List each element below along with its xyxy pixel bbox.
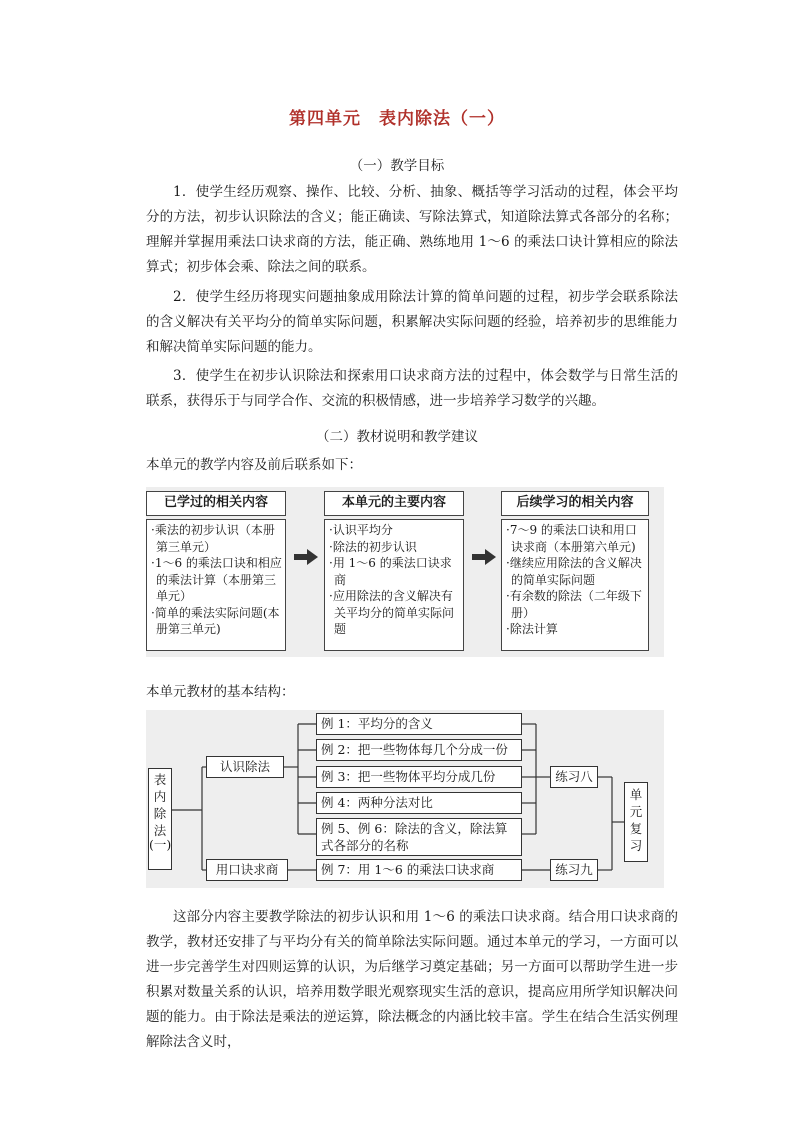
root-char: 一: [153, 837, 167, 852]
flow-item: ·除法的初步认识: [329, 539, 417, 554]
flow-item: ·7～9 的乘法口诀和用口诀求商（本册第六单元): [506, 523, 637, 554]
root-char: 除: [153, 806, 167, 821]
practice-8-box: 练习八: [550, 766, 598, 788]
flow-item: ·简单的乘法实际问题(本册第三单元): [151, 605, 280, 636]
right-arrow-icon: [294, 549, 318, 565]
root-box-table-division: [148, 768, 172, 870]
review-char: 复: [629, 821, 643, 836]
goal-paragraph-2: 2．使学生经历将现实问题抽象成用除法计算的简单问题的过程，初步学会联系除法的含义解决有关平均分的简单实际问题，积累解决实际问题的经验，培养初步的思维能力和解决简单实际问题的能力。: [146, 289, 678, 355]
example-3-box: 例 3：把一些物体平均分成几份: [316, 766, 522, 788]
example-2-box: 例 2：把一些物体每几个分成一份: [316, 739, 522, 761]
content-flow-diagram: [146, 487, 664, 657]
branch-multiplication-quotient: 用口诀求商: [206, 859, 288, 881]
example-1-box: 例 1：平均分的含义: [316, 713, 522, 735]
flow-header-prior: 已学过的相关内容: [146, 491, 286, 516]
structure-diagram: [146, 710, 664, 888]
root-char: 表: [153, 772, 167, 787]
closing-paragraph: 这部分内容主要教学除法的初步认识和用 1～6 的乘法口诀求商。结合用口诀求商的教学，教材还安排了与平均分有关的简单除法实际问题。通过本单元的学习，一方面可以进一步完善学生对四则运算的认识，为后继学习奠定基础；另一方面可以帮助学生进一步积累对数量关系的认识，培养用数学眼光观察现实生活的意识，提高应用所学知识解决问题的能力。由于除法是乘法的逆运算，除法概念的内涵比较丰富。学生在结合生活实例理解除法含义时，: [146, 909, 678, 1050]
root-char: 法: [153, 823, 167, 838]
flow-item: ·乘法的初步认识（本册第三单元）: [151, 523, 275, 554]
flow-body-prior: [146, 519, 286, 651]
flow-item: ·除法计算: [506, 622, 558, 636]
flow-header-current: 本单元的主要内容: [324, 491, 464, 516]
branch-recognize-division: 认识除法: [206, 756, 284, 778]
section-heading-materials: （二）教材说明和教学建议: [316, 429, 478, 445]
practice-9-box: 练习九: [550, 859, 598, 881]
review-char: 习: [629, 838, 643, 853]
goal-paragraph-3: 3．使学生在初步认识除法和探索用口诀求商方法的过程中，体会数学与日常生活的联系，获得乐于与同学合作、交流的积极情感，进一步培养学习数学的兴趣。: [146, 368, 678, 409]
flow-item: ·继续应用除法的含义解决的简单实际问题: [506, 556, 642, 587]
example-4-box: 例 4：两种分法对比: [316, 792, 522, 814]
root-paren-group: [149, 839, 171, 851]
flow-column-prior: [146, 491, 286, 651]
unit-review-box: [624, 782, 648, 862]
example-7-box: 例 7：用 1～6 的乘法口诀求商: [316, 859, 522, 881]
flow-body-future: [501, 519, 649, 651]
flow-intro: 本单元的教学内容及前后联系如下：: [146, 457, 362, 473]
structure-label: 本单元教材的基本结构：: [146, 684, 295, 700]
flow-item: ·用 1～6 的乘法口诀求商: [329, 556, 452, 587]
goal-paragraph-1: 1．使学生经历观察、操作、比较、分析、抽象、概括等学习活动的过程，体会平均分的方法，初步认识除法的含义；能正确读、写除法算式，知道除法算式各部分的名称；理解并掌握用乘法口诀求商的方法，能正确、熟练地用 1～6 的乘法口诀计算相应的除法算式；初步体会乘、除法之间的联系。: [146, 184, 678, 275]
review-char: 单: [629, 787, 643, 802]
flow-column-current: [324, 491, 464, 651]
review-char: 元: [629, 804, 643, 819]
flow-column-future: [501, 491, 649, 651]
flow-item: ·有余数的除法（二年级下册）: [506, 589, 642, 620]
section-heading-goals: （一）教学目标: [349, 158, 445, 174]
right-arrow-icon: [472, 549, 496, 565]
flow-item: ·1～6 的乘法口诀和相应的乘法计算（本册第三单元）: [151, 556, 282, 603]
flow-item: ·应用除法的含义解决有关平均分的简单实际问题: [329, 589, 455, 636]
root-char: (: [149, 837, 154, 852]
flow-item: ·认识平均分: [329, 523, 393, 537]
example-5-6-box: 例 5、例 6：除法的含义，除法算式各部分的名称: [316, 818, 522, 856]
flow-header-future: 后续学习的相关内容: [501, 491, 649, 516]
root-char: ): [166, 837, 172, 852]
root-char: 内: [153, 789, 167, 804]
page-title: 第四单元 表内除法（一）: [289, 109, 505, 129]
flow-body-current: [324, 519, 464, 651]
